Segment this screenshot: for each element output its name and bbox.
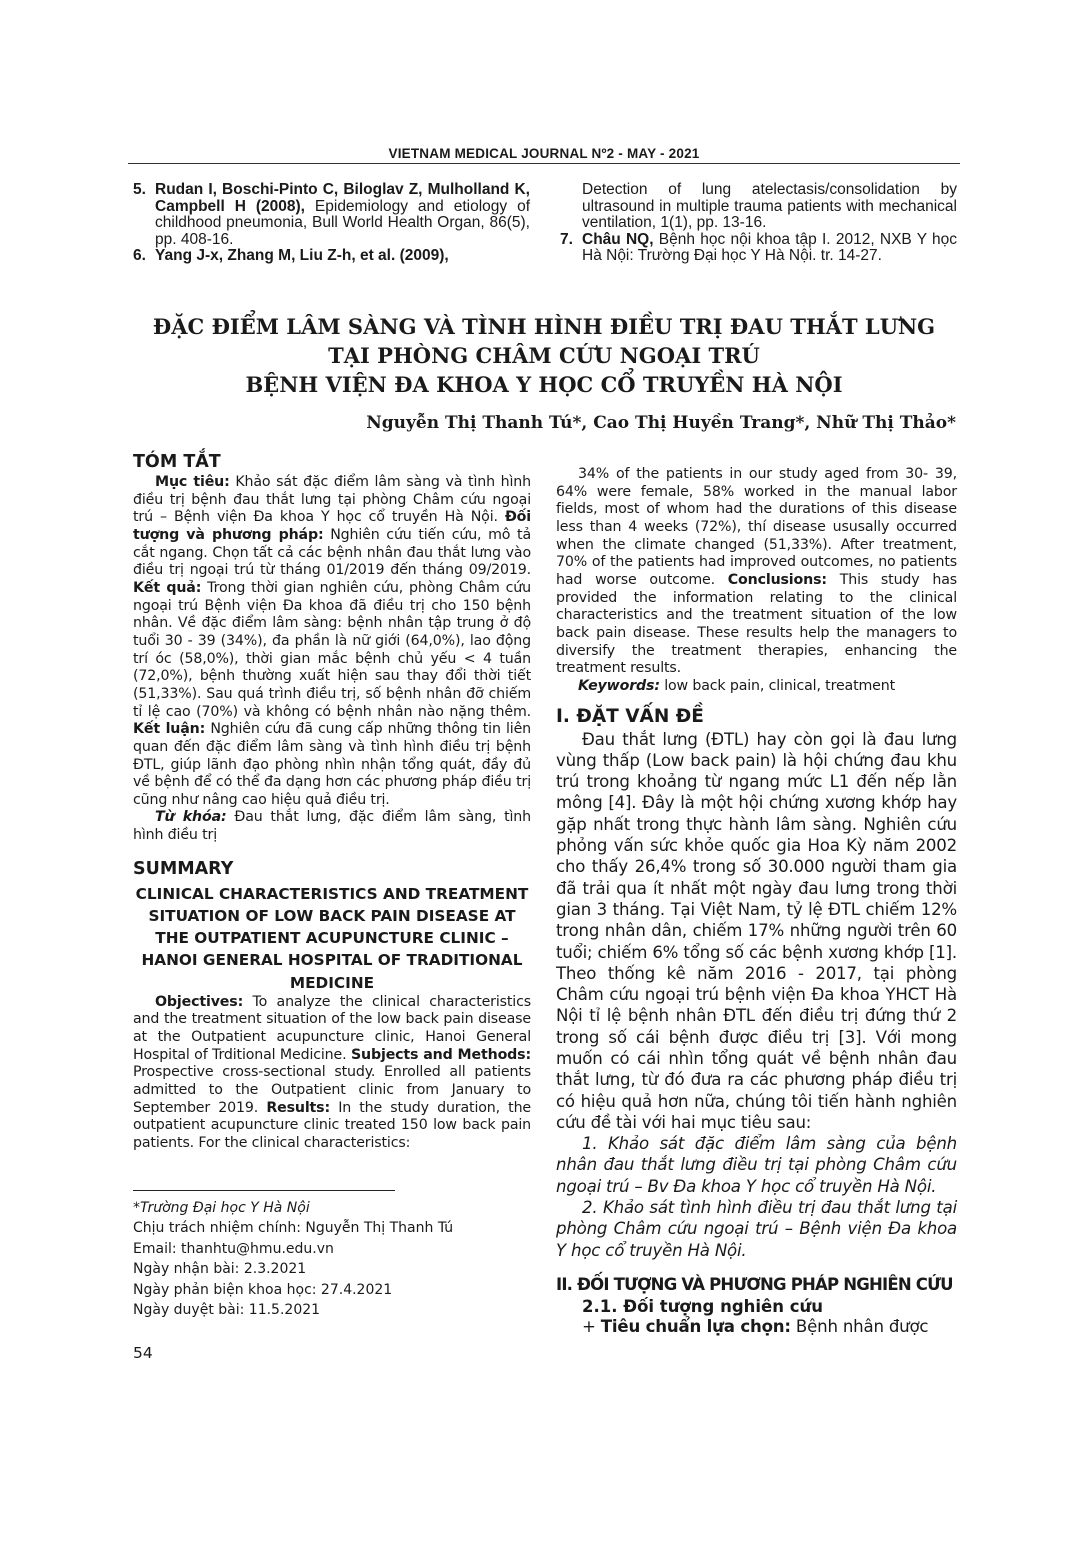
paragraph xyxy=(556,1197,957,1261)
text-run: Bệnh nhân được xyxy=(790,1316,929,1336)
emphasis-run: Subjects and Methods: xyxy=(350,1046,531,1063)
reference-text xyxy=(155,248,530,265)
text-run: + xyxy=(582,1316,601,1336)
summary-title: CLINICAL CHARACTERISTICS AND TREATMENT SITUATION OF LOW BACK PAIN DISEASE AT THE OUTPATIENT ACUPUNCTURE CLINIC – HANOI GENERAL HOSPITAL OF TRADITIONAL MEDICINE xyxy=(135,884,529,992)
references-left xyxy=(133,182,530,265)
paragraph xyxy=(556,678,957,696)
tomtat-body xyxy=(133,474,531,845)
text-run: 34% of the patients in our study aged from 30- 39, 64% were female, 58% worked in the manual labor fields, most of whom had the durations of this disease less than 4 weeks (72%), thí disease ususally occurred when the climate changed (51,33%). After treatment, 70% of the patients had improved outcomes, no patients had worse outcome. xyxy=(556,466,957,588)
references-right xyxy=(560,182,957,265)
text-run: Nghiên cứu đã cung cấp những thông tin liên quan đến đặc điểm lâm sàng và tình hình điều trị bệnh ĐTL, giúp lãnh đạo phòng nhìn nhận tổng quát, đầy đủ về bệnh để có thể đa dạng hơn các phương pháp điều trị cũng như nâng cao hiệu quả điều trị. xyxy=(133,721,531,808)
footnote-line: Chịu trách nhiệm chính: Nguyễn Thị Thanh Tú xyxy=(133,1220,454,1237)
paragraph xyxy=(556,466,957,678)
authors: Nguyễn Thị Thanh Tú*, Cao Thị Huyền Trang*, Nhữ Thị Thảo* xyxy=(366,413,956,433)
footnote-line: Ngày phản biện khoa học: 27.4.2021 xyxy=(133,1281,393,1298)
paragraph xyxy=(133,809,531,844)
reference-item xyxy=(560,232,957,265)
right-column xyxy=(556,466,957,1337)
section2-body xyxy=(556,1316,957,1337)
emphasis-run: Kết quả: xyxy=(133,579,202,596)
emphasis-run: Conclusions: xyxy=(727,571,827,588)
affiliation: *Trường Đại học Y Hà Nội xyxy=(133,1200,310,1216)
text-run: Prospective cross-sectional study. Enrolled all patients admitted to the Outpatient clinic from January to September 2019. xyxy=(133,1064,531,1116)
reference-number: 7. xyxy=(560,230,573,248)
reference-item xyxy=(133,182,530,248)
text-run: Bệnh học nội khoa tập I. 2012, NXB Y học Hà Nội: Trường Đại học Y Hà Nội. tr. 14-27. xyxy=(582,230,957,265)
emphasis-run: Tiêu chuẩn lựa chọn: xyxy=(600,1316,791,1336)
emphasis-run: Đối tượng và phương pháp: xyxy=(133,509,531,543)
summary-heading: SUMMARY xyxy=(133,858,234,879)
text-run: In the study duration, the outpatient acupuncture clinic treated 150 low back pain patients. For the clinical characteristics: xyxy=(133,1099,531,1152)
section2-heading: II. ĐỐI TƯỢNG VÀ PHƯƠNG PHÁP NGHIÊN CỨU xyxy=(556,1274,953,1294)
paragraph xyxy=(556,1133,957,1197)
emphasis-run: Objectives: xyxy=(155,993,244,1010)
emphasis-run: Keywords: xyxy=(578,677,660,694)
summary-body-continued xyxy=(556,466,957,696)
text-run: low back pain, clinical, treatment xyxy=(659,677,895,694)
emphasis-run: Yang J-x, Zhang M, Liu Z-h, et al. (2009), xyxy=(155,247,449,265)
article-title xyxy=(128,312,960,399)
left-column xyxy=(133,452,531,1153)
text-run: Đau thắt lưng, đặc điểm lâm sàng, tình hình điều trị xyxy=(133,809,531,844)
paragraph xyxy=(133,994,531,1153)
header-divider xyxy=(128,163,960,164)
reference-text xyxy=(582,182,957,232)
paragraph xyxy=(133,474,531,809)
footnote-line: Ngày nhận bài: 2.3.2021 xyxy=(133,1261,307,1278)
footnote-line: Email: thanhtu@hmu.edu.vn xyxy=(133,1240,334,1257)
text-run: Đau thắt lưng (ĐTL) hay còn gọi là đau lưng vùng thấp (Low back pain) là hội chứng đau khu trú trong khoảng từ ngang mức L1 đến nếp lằn mông [4]. Đây là một hội chứng xương khớp hay gặp nhất trong thực hành lâm sàng. Nghiên cứu phỏng vấn sức khỏe quốc gia Hoa Kỳ năm 2002 cho thấy 26,4% trong số 30.000 người tham gia đã trải qua ít nhất một ngày đau lưng trong thời gian 3 tháng. Tại Việt Nam, tỷ lệ ĐTL chiếm 12% trong nhân dân, chiếm 17% những người trên 60 tuổi; chiếm 6% tổng số các bệnh xương khớp [1]. Theo thống kê năm 2016 - 2017, tại phòng Châm cứu ngoại trú bệnh viện Đa khoa YHCT Hà Nội tỉ lệ bệnh nhân ĐTL đến điều trị đứng thứ 2 trong số cái bệnh được điều trị [3]. Với mong muốn có cái nhìn tổng quát về bệnh nhân đau thắt lưng, từ đó đưa ra các phương pháp điều trị có hiệu quả hơn nữa, chúng tôi tiến hành nghiên cứu đề tài với hai mục tiêu sau: xyxy=(556,729,957,1132)
paragraph xyxy=(556,1316,957,1337)
footnote-divider xyxy=(133,1190,395,1191)
text-run: To analyze the clinical characteristics and the treatment situation of the low back pain disease at the Outpatient acupuncture clinic, Hanoi General Hospital of Trditional Medicine. xyxy=(133,993,531,1063)
emphasis-run: 1. Khảo sát đặc điểm lâm sàng của bệnh nhân đau thắt lưng điều trị tại phòng Châm cứu ngoại trú – Bv Đa khoa Y học cổ truyền Hà Nội. xyxy=(556,1134,957,1196)
paragraph xyxy=(556,729,957,1134)
text-run: Trong thời gian nghiên cứu, phòng Châm cứu ngoại trú Bệnh viện Đa khoa đã điều trị cho 150 bệnh nhân. Về đặc điểm lâm sàng: bệnh nhân tập trung ở độ tuổi 30 - 39 (34%), đa phần là nữ giới (64,0%), lao động trí óc (58,0%), thời gian mắc bệnh chủ yếu < 4 tuần (72,0%), bệnh thường xuất hiện sau thay đổi thời tiết (51,33%). Sau quá trình điều trị, số bệnh nhân đỡ chiếm tỉ lệ cao (70%) và không có bệnh nhân nào nặng thêm. xyxy=(133,579,531,720)
text-run: Khảo sát đặc điểm lâm sàng và tình hình điều trị bệnh đau thắt lưng tại phòng Châm cứu ngoại trú – Bệnh viện Đa khoa Y học cổ truyền Hà Nội. xyxy=(133,474,531,526)
section2-subheading: 2.1. Đối tượng nghiên cứu xyxy=(582,1296,823,1316)
reference-item xyxy=(560,182,957,232)
text-run: Detection of lung atelectasis/consolidation by ultrasound in multiple trauma patients with mechanical ventilation, 1(1), pp. 13-16. xyxy=(582,181,957,232)
emphasis-run: Kết luận: xyxy=(133,721,206,738)
footnote-line: Ngày duyệt bài: 11.5.2021 xyxy=(133,1302,321,1319)
tomtat-heading: TÓM TẮT xyxy=(133,452,221,472)
emphasis-run: Từ khóa: xyxy=(155,809,227,826)
emphasis-run: Châu NQ, xyxy=(582,230,654,248)
title-line: TẠI PHÒNG CHÂM CỨU NGOẠI TRÚ xyxy=(328,343,760,368)
reference-text xyxy=(155,182,530,248)
page-number: 54 xyxy=(133,1344,153,1362)
reference-text xyxy=(582,232,957,265)
text-run: Epidemiology and etiology of childhood pneumonia, Bull World Health Organ, 86(5), pp. 408-16. xyxy=(155,197,531,248)
reference-number xyxy=(560,182,582,232)
reference-number: 5. xyxy=(133,181,146,198)
emphasis-run: Mục tiêu: xyxy=(155,474,230,490)
text-run: This study has provided the information relating to the clinical characteristics and the treatment situation of the low back pain disease. These results help the managers to diversify the treatment therapies, enhancing the treatment results. xyxy=(556,571,957,677)
emphasis-run: Rudan I, Boschi-Pinto C, Biloglav Z, Mulholland K, Campbell H (2008), xyxy=(155,181,530,215)
journal-header: VIETNAM MEDICAL JOURNAL Nº2 - MAY - 2021 xyxy=(388,146,700,161)
summary-body xyxy=(133,994,531,1153)
reference-item xyxy=(133,248,530,265)
footnote xyxy=(133,1198,453,1320)
title-line: ĐẶC ĐIỂM LÂM SÀNG VÀ TÌNH HÌNH ĐIỀU TRỊ ĐAU THẮT LƯNG xyxy=(152,314,936,339)
emphasis-run: 2. Khảo sát tình hình điều trị đau thắt lưng tại phòng Châm cứu ngoại trú – Bệnh viện Đa khoa Y học cổ truyền Hà Nội. xyxy=(556,1198,957,1260)
emphasis-run: Results: xyxy=(266,1099,330,1116)
reference-number: 6. xyxy=(133,247,146,265)
section1-heading: I. ĐẶT VẤN ĐỀ xyxy=(556,705,704,727)
section1-body xyxy=(556,729,957,1261)
text-run: Nghiên cứu tiến cứu, mô tả cắt ngang. Chọn tất cả các bệnh nhân đau thắt lưng vào điều trị ngoại trú từ tháng 01/2019 đến tháng 09/2019. xyxy=(133,526,531,579)
title-line: BỆNH VIỆN ĐA KHOA Y HỌC CỔ TRUYỀN HÀ NỘI xyxy=(245,372,843,397)
